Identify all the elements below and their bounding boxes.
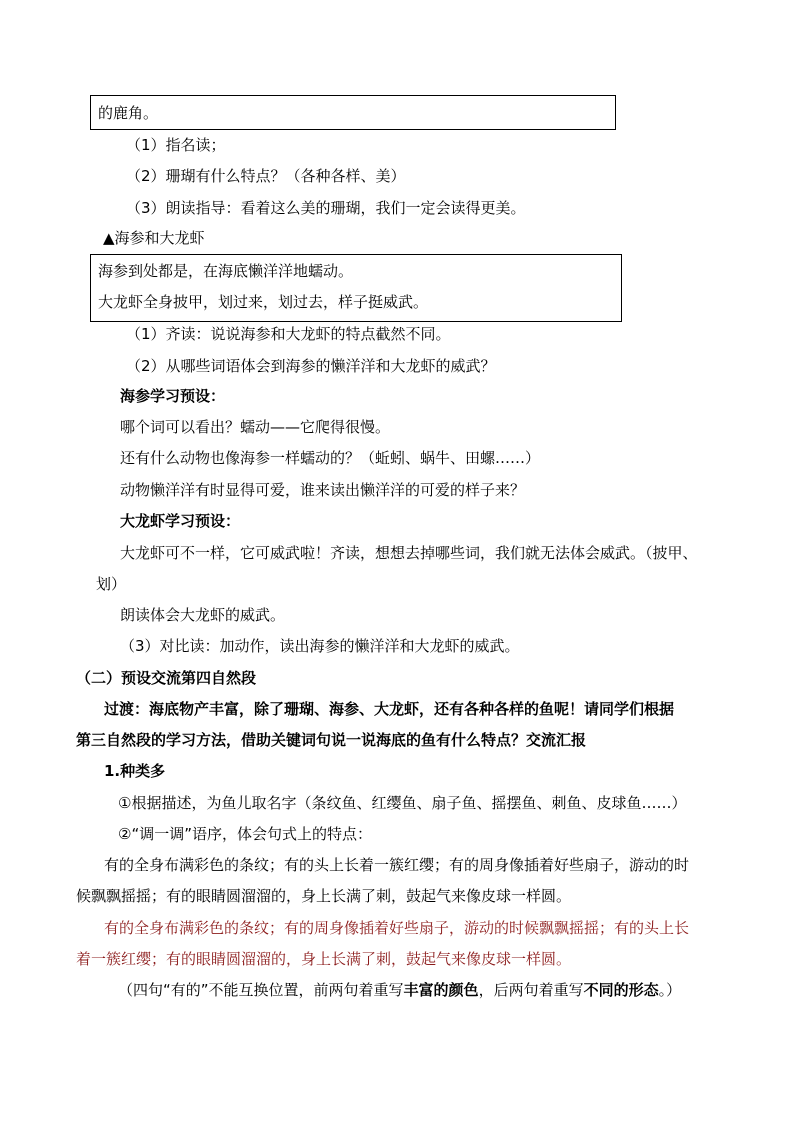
paragraph: 动物懒洋洋有时显得可爱，谁来读出懒洋洋的可爱的样子来？ (120, 481, 526, 499)
quote-line: 海参到处都是，在海底懒洋洋地蠕动。 (98, 262, 354, 280)
quote-box-coral (90, 95, 616, 130)
list-item: （1）指名读； (126, 136, 226, 154)
paragraph: 大龙虾可不一样，它可威武啦！齐读，想想去掉哪些词，我们就无法体会威武。（披甲、 (120, 544, 698, 562)
note-text: （四句“有的”不能互换位置，前两句着重写 (118, 981, 404, 999)
list-item: ②“调一调”语序，体会句式上的特点： (118, 825, 372, 843)
paragraph: 候飘飘摇摇；有的眼睛圆溜溜的，身上长满了刺，鼓起气来像皮球一样圆。 (76, 887, 572, 905)
paragraph: 朗读体会大龙虾的威武。 (120, 606, 286, 624)
paragraph: 哪个词可以看出？蠕动——它爬得很慢。 (120, 418, 391, 436)
quote-line: 的鹿角。 (98, 104, 159, 122)
paragraph: 有的全身布满彩色的条纹；有的头上长着一簇红缨；有的周身像插着好些扇子，游动的时 (104, 856, 690, 874)
paragraph-reordered: 着一簇红缨；有的眼睛圆溜溜的，身上长满了刺，鼓起气来像皮球一样圆。 (76, 950, 572, 968)
subsection-title: 海参学习预设： (120, 387, 226, 405)
paragraph: 还有什么动物也像海参一样蠕动的？（蚯蚓、蜗牛、田螺……） (120, 449, 541, 467)
list-item: （3）朗读指导：看着这么美的珊瑚，我们一定会读得更美。 (126, 199, 526, 217)
paragraph: 过渡：海底物产丰富，除了珊瑚、海参、大龙虾，还有各种各样的鱼呢！请同学们根据 (104, 700, 675, 718)
list-item: （2）珊瑚有什么特点？（各种各样、美） (126, 167, 406, 185)
list-item: （3）对比读：加动作，读出海参的懒洋洋和大龙虾的威武。 (120, 637, 520, 655)
subsection-title: 1.种类多 (104, 762, 166, 780)
note-emphasis: 丰富的颜色 (403, 981, 479, 999)
note-emphasis: 不同的形态 (583, 981, 659, 999)
paragraph: 划） (96, 575, 127, 593)
section-heading: （二）预设交流第四自然段 (76, 669, 257, 687)
note (118, 980, 681, 1000)
quote-line: 大龙虾全身披甲，划过来，划过去，样子挺威武。 (98, 293, 429, 311)
paragraph-reordered: 有的全身布满彩色的条纹；有的周身像插着好些扇子，游动的时候飘飘摇摇；有的头上长 (104, 919, 690, 937)
subsection-title: 大龙虾学习预设： (120, 512, 241, 530)
note-text: 。） (658, 981, 682, 999)
section-heading: ▲海参和大龙虾 (103, 229, 205, 247)
list-item: ①根据描述，为鱼儿取名字（条纹鱼、红缨鱼、扇子鱼、摇摆鱼、刺鱼、皮球鱼……） (118, 794, 687, 812)
list-item: （1）齐读：说说海参和大龙虾的特点截然不同。 (126, 325, 451, 343)
note-text: ，后两句着重写 (478, 981, 584, 999)
list-item: （2）从哪些词语体会到海参的懒洋洋和大龙虾的威武？ (126, 357, 496, 375)
paragraph: 第三自然段的学习方法，借助关键词句说一说海底的鱼有什么特点？交流汇报 (76, 731, 587, 749)
